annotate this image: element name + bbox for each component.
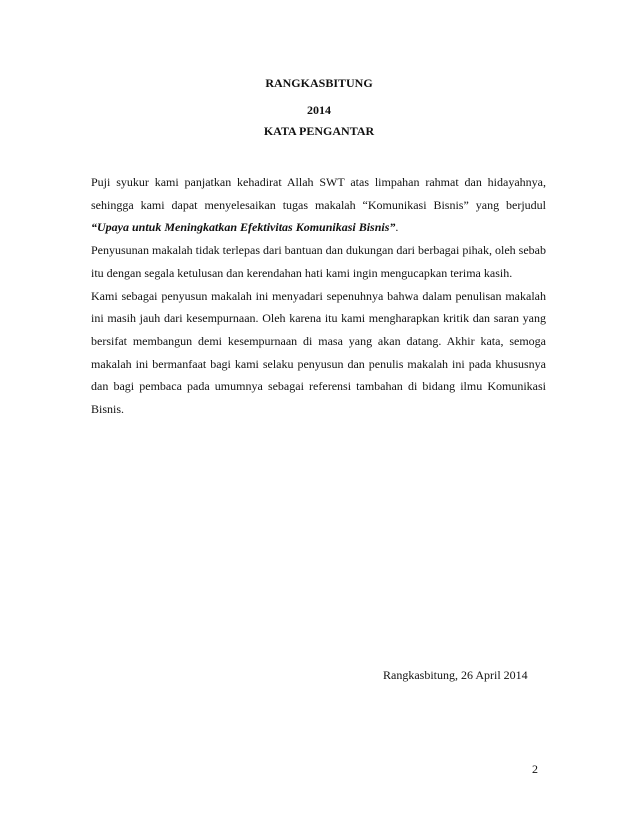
paragraph-3: Kami sebagai penyusun makalah ini menyadari sepenuhnya bahwa dalam penulisan makalah ini masih jauh dari kesempurnaan. Oleh karena itu kami mengharapkan kritik dan saran yang bersifat membangun demi kesempurnaan di masa yang akan datang. Akhir kata, semoga makalah ini bermanfaat bagi kami selaku penyusun dan penulis makalah ini pada khususnya dan bagi pembaca pada umumnya sebagai referensi tambahan di bidang ilmu Komunikasi Bisnis. [91, 288, 546, 417]
preface-body [91, 171, 546, 421]
paragraph-2: Penyusunan makalah tidak terlepas dari bantuan dan dukungan dari berbagai pihak, oleh sebab itu dengan segala ketulusan dan kerendahan hati kami ingin mengucapkan terima kasih. [91, 243, 546, 280]
paragraph-1-end: . [395, 220, 399, 235]
paper-title: “Upaya untuk Meningkatkan Efektivitas Komunikasi Bisnis” [91, 220, 396, 235]
city-heading: RANGKASBITUNG [265, 76, 373, 90]
year-heading: 2014 [307, 103, 331, 117]
page-number: 2 [532, 762, 538, 776]
paragraph-1 [91, 171, 546, 239]
place-date: Rangkasbitung, 26 April 2014 [383, 668, 528, 682]
page-title: KATA PENGANTAR [263, 124, 375, 138]
paragraph-1-text: Puji syukur kami panjatkan kehadirat Allah SWT atas limpahan rahmat dan hidayahnya, sehingga kami dapat menyelesaikan tugas makalah “Komunikasi Bisnis” yang berjudul [91, 175, 546, 212]
